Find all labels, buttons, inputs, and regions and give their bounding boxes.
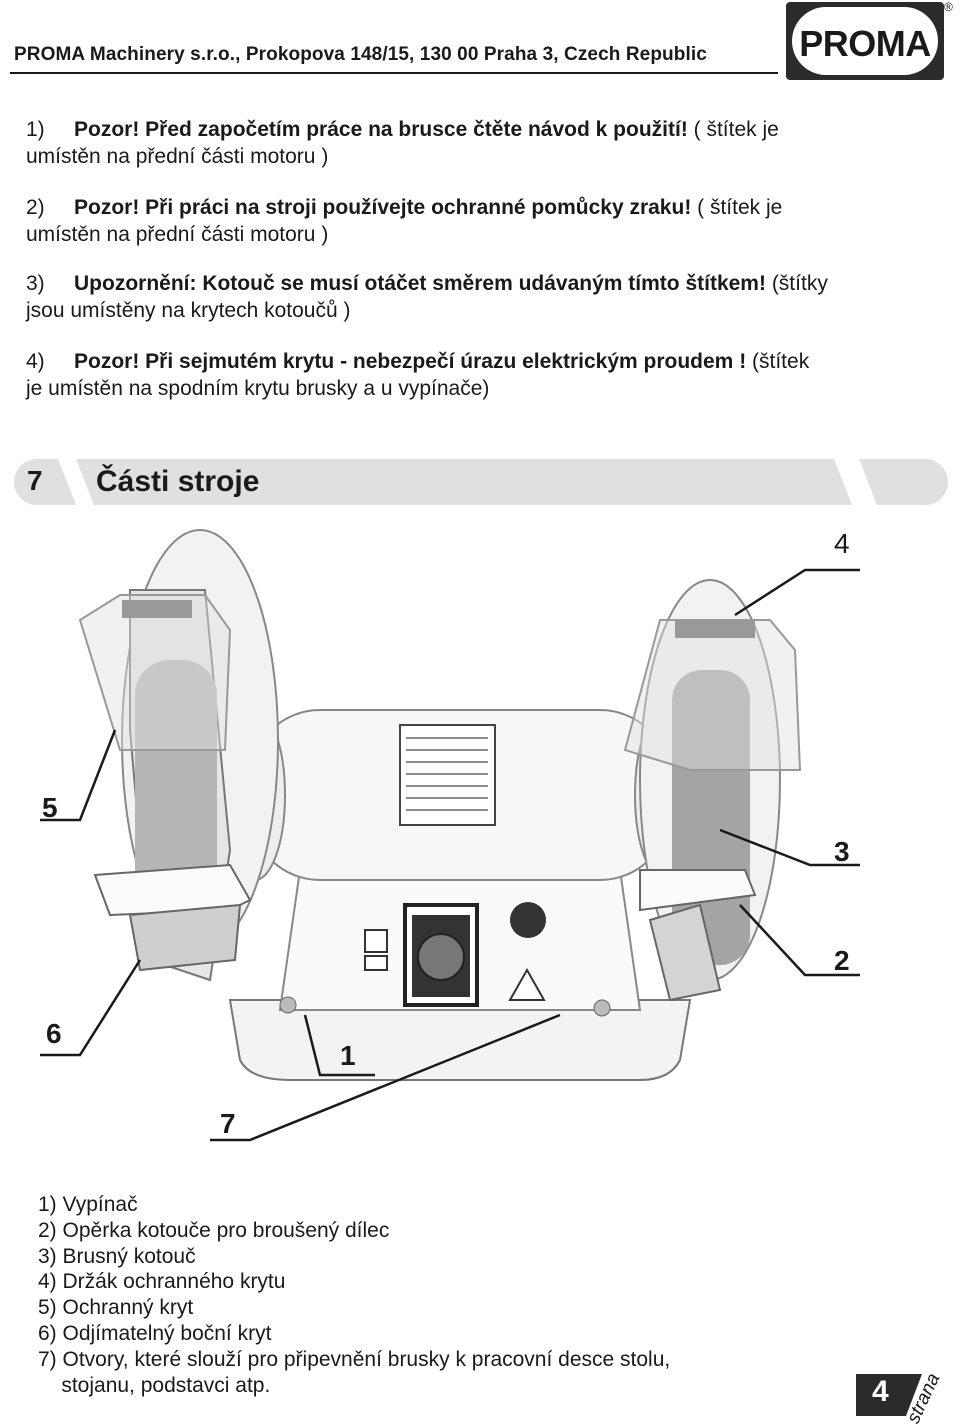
warning-3: 3) Upozornění: Kotouč se musí otáčet směrem udávaným tímto štítkem! (štítky jsou umístěny na krytech kotoučů ) — [26, 272, 828, 322]
registered-mark: ® — [944, 0, 953, 14]
page-word: strana — [903, 1370, 945, 1427]
header-divider — [10, 72, 778, 74]
callout-7: 7 — [220, 1108, 236, 1139]
callout-1: 1 — [340, 1040, 356, 1071]
warning-4: 4) Pozor! Při sejmutém krytu - nebezpečí úrazu elektrickým proudem ! (štítek je umístěn na spodním krytu brusky a u vypínače) — [26, 350, 810, 400]
callout-2: 2 — [834, 945, 850, 976]
callout-6: 6 — [46, 1018, 62, 1049]
bench-grinder-illustration — [0, 520, 960, 1160]
logo-text: PROMA — [799, 23, 931, 64]
parts-list — [38, 1192, 670, 1398]
warning-2: 2) Pozor! Při práci na stroji používejte ochranné pomůcky zraku! ( štítek je umístěn na přední části motoru ) — [26, 196, 783, 246]
section-number: 7 — [27, 465, 43, 496]
warning-1: 1) Pozor! Před započetím práce na brusce čtěte návod k použití! ( štítek je umístěn na přední části motoru ) — [26, 118, 779, 168]
proma-logo — [786, 2, 944, 80]
list-item: 4) Držák ochranného krytu — [38, 1270, 286, 1294]
list-item: 3) Brusný kotouč — [38, 1244, 196, 1268]
list-item: 2) Opěrka kotouče pro broušený dílec — [38, 1218, 390, 1242]
list-item: 7) Otvory, které slouží pro připevnění brusky k pracovní desce stolu, — [38, 1347, 671, 1371]
page-number: 4 — [872, 1375, 889, 1408]
list-item: stojanu, podstavci atp. — [38, 1373, 271, 1397]
section-title: Části stroje — [96, 465, 260, 498]
list-item: 5) Ochranný kryt — [38, 1296, 194, 1320]
callout-4: 4 — [834, 528, 850, 559]
callout-3: 3 — [834, 836, 850, 867]
list-item: 1) Vypínač — [38, 1193, 138, 1216]
callout-5: 5 — [42, 792, 58, 823]
company-address: PROMA Machinery s.r.o., Prokopova 148/15, 130 00 Praha 3, Czech Republic — [14, 44, 707, 65]
list-item: 6) Odjímatelný boční kryt — [38, 1321, 272, 1345]
